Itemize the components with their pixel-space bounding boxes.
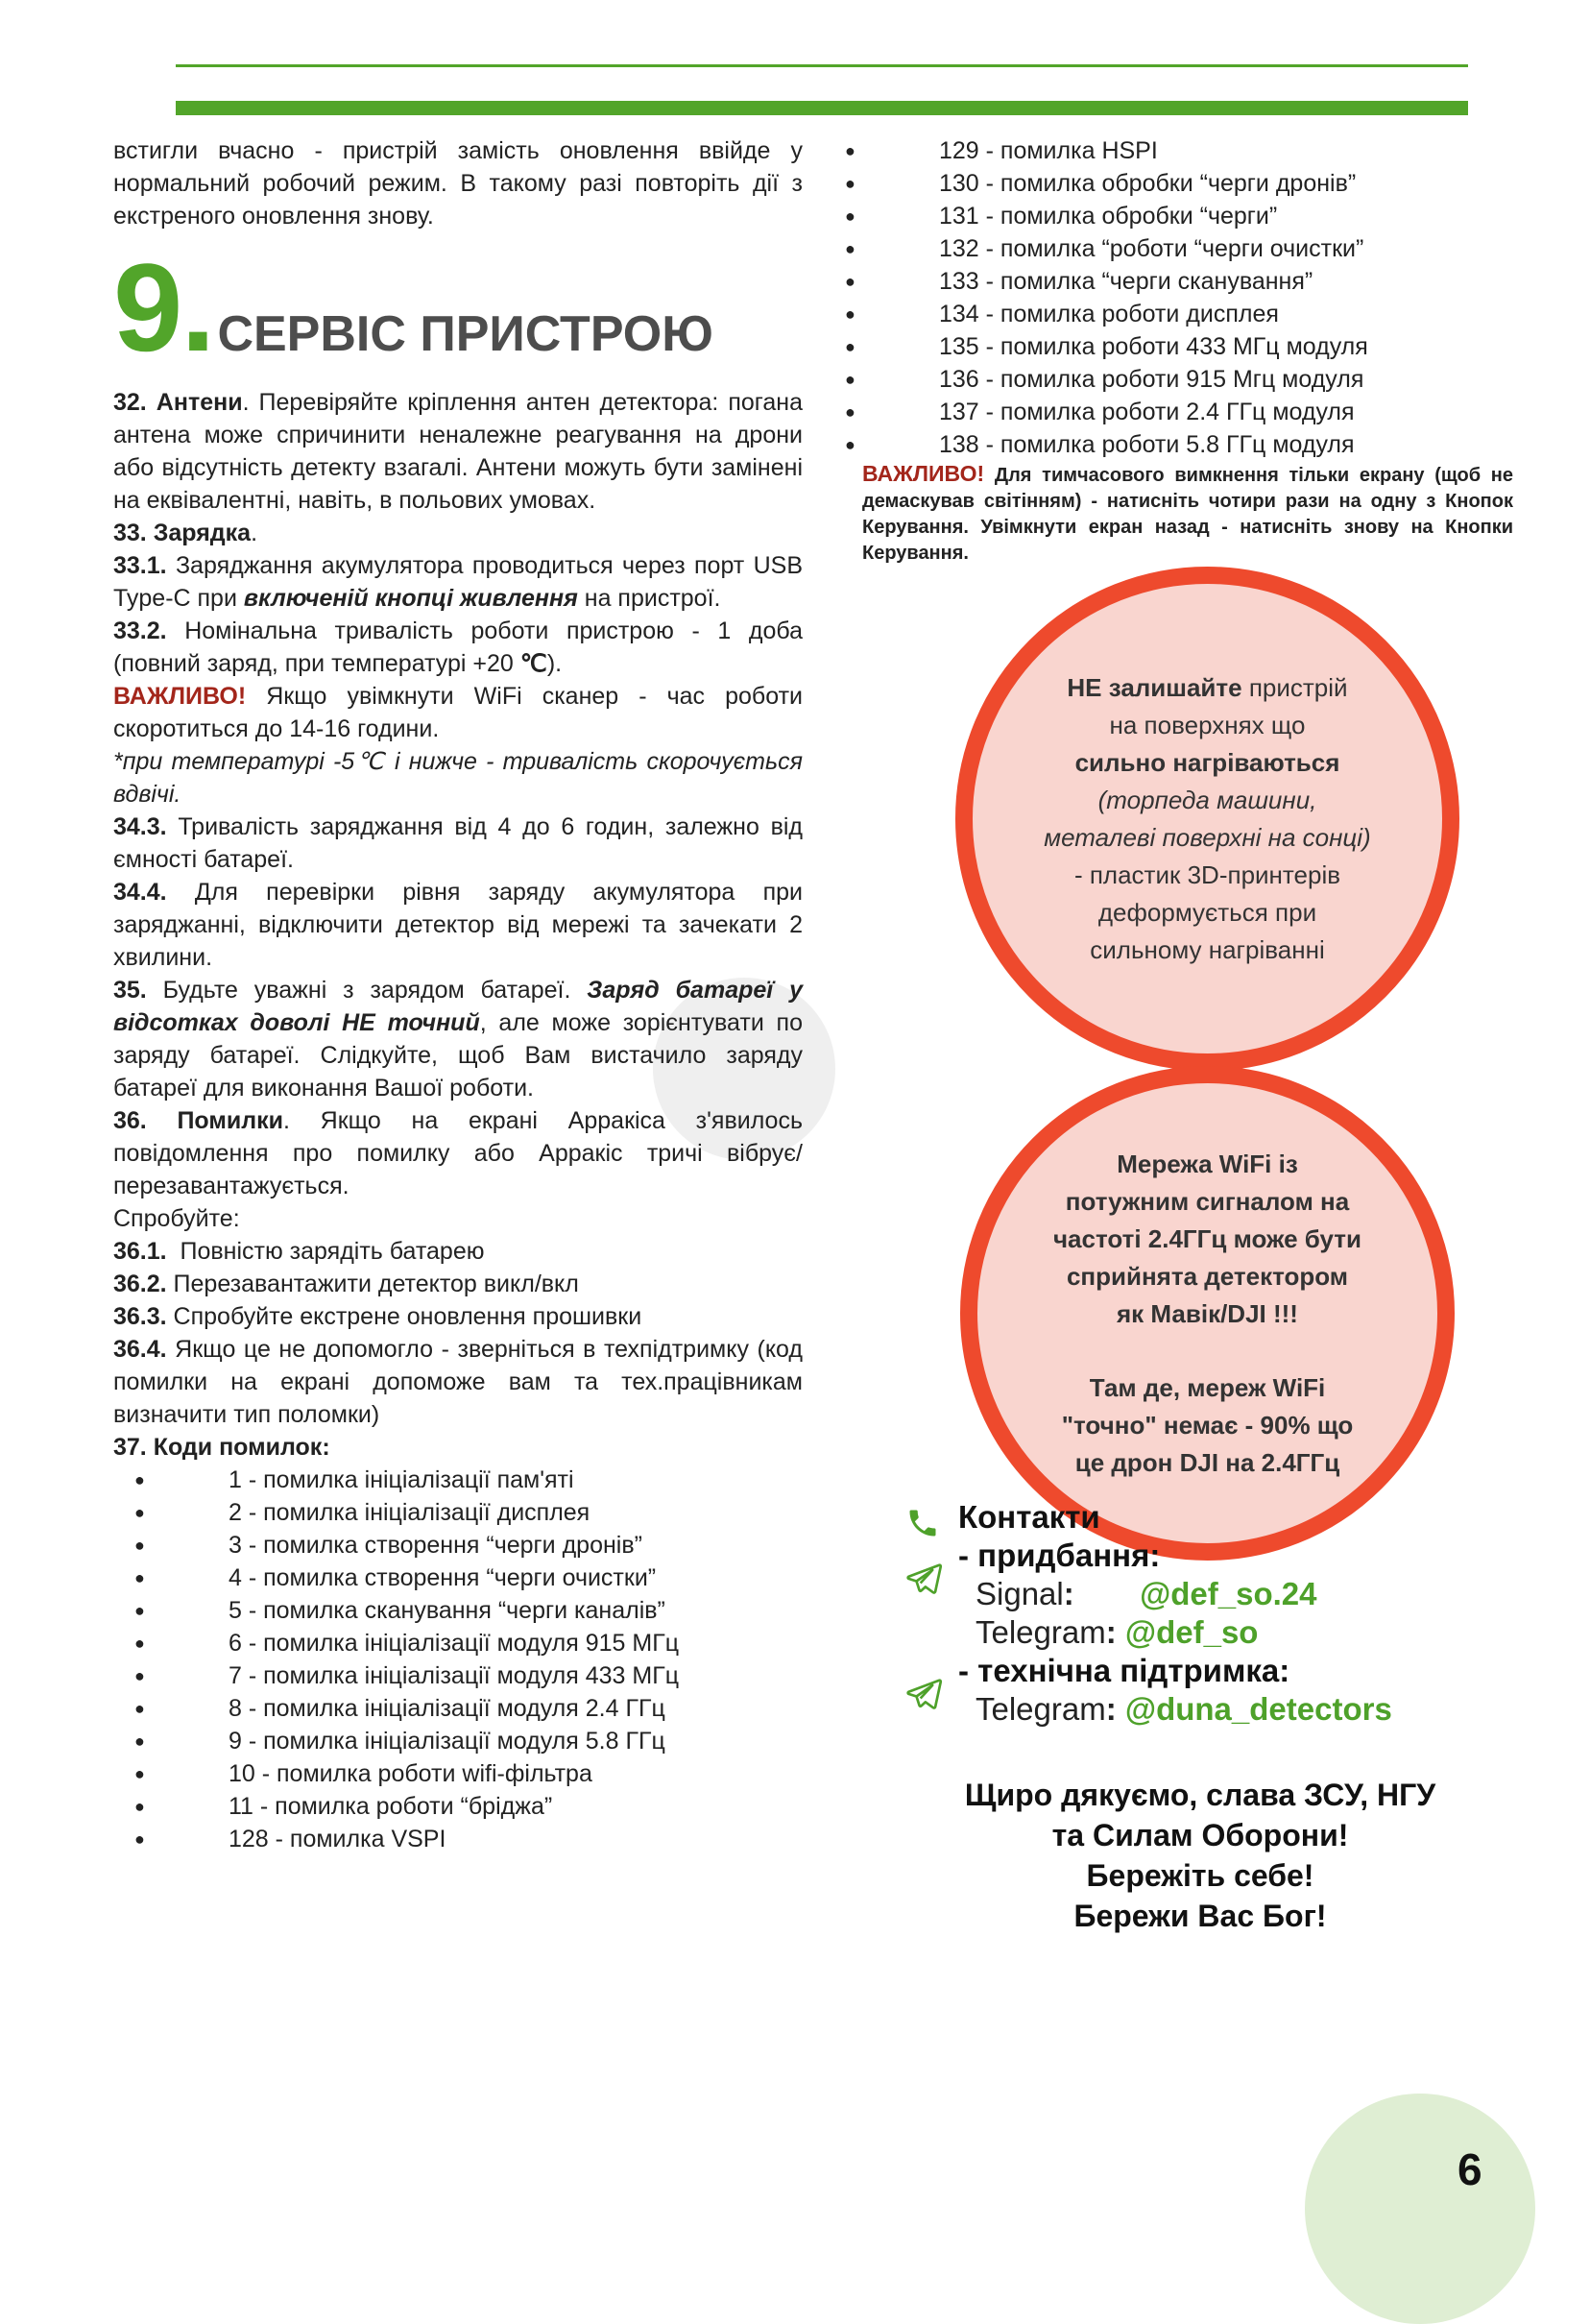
wifi-line-4: сприйнята детектором <box>1066 1261 1349 1291</box>
para-33-1-num: 33.1. <box>113 552 167 579</box>
heat-line-4: (торпеда машини, <box>1097 785 1317 814</box>
heat-line-2: на поверхнях що <box>1109 710 1306 739</box>
list-item: ● 136 - помилка роботи 915 Мгц модуля <box>835 363 1507 396</box>
para-35-text: Будьте уважні з зарядом батареї. <box>146 977 588 1004</box>
para-37 <box>113 1431 803 1464</box>
thanks-block <box>864 1775 1536 1936</box>
para-36-3-num: 36.3. <box>113 1303 167 1330</box>
try-label: Спробуйте: <box>113 1205 240 1232</box>
left-column-body <box>113 386 803 1855</box>
section-heading <box>113 237 713 377</box>
para-36-4-text: Якщо це не допомогло - зверніться в техпідтримку (код помилки на екрані допоможе вам та тех.працівникам визначити тип поломки) <box>113 1336 803 1428</box>
wifi-line-8: це дрон DJI на 2.4ГГц <box>1074 1447 1340 1477</box>
para-35-num: 35. <box>113 977 147 1004</box>
wifi-line-7: "точно" немає - 90% що <box>1061 1410 1354 1440</box>
contacts-purchase-label: - придбання: <box>958 1537 1161 1573</box>
list-item: ● 6 - помилка ініціалізації модуля 915 МГц <box>113 1627 803 1659</box>
list-item: ● 3 - помилка створення “черги дронів” <box>113 1529 803 1561</box>
warning-screen-label: ВАЖЛИВО! <box>862 461 985 486</box>
heat-line-6: - пластик 3D-принтерів <box>1073 859 1341 889</box>
header-rule-thick <box>176 101 1468 115</box>
para-36-3 <box>113 1300 803 1333</box>
wifi-warning-circle <box>960 1066 1455 1561</box>
list-item: ● 137 - помилка роботи 2.4 ГГц модуля <box>835 396 1507 428</box>
section-dot: . <box>181 237 216 377</box>
wifi-line-1: Мережа WiFi із <box>1117 1149 1298 1178</box>
para-34-4 <box>113 876 803 974</box>
para-36-2-num: 36.2. <box>113 1271 167 1297</box>
para-33-1-tail: на пристрої. <box>577 585 721 612</box>
para-36-2 <box>113 1268 803 1300</box>
note-temp-unit: ℃ <box>354 748 386 775</box>
right-column-errors <box>835 134 1507 461</box>
note-temp-pre: *при температурі -5 <box>113 748 355 775</box>
para-34-3 <box>113 811 803 876</box>
para-35 <box>113 974 803 1104</box>
para-32-num: 32. Антени <box>113 389 243 416</box>
contacts-support-row <box>903 1652 1517 1690</box>
page-number-badge <box>1305 2094 1535 2324</box>
list-item: ● 134 - помилка роботи дисплея <box>835 298 1507 330</box>
wifi-line-5: як Мавік/DJI !!! <box>1117 1298 1298 1328</box>
thanks-line-3: Бережіть себе! <box>1086 1858 1314 1893</box>
list-item: ● 9 - помилка ініціалізації модуля 5.8 ГГц <box>113 1725 803 1757</box>
contacts-support-label: - технічна підтримка: <box>958 1653 1290 1688</box>
warning-screen-text: Для тимчасового вимкнення тільки екрану (щоб не демаскував світінням) - натисніть чотири рази на одну з Кнопок Керування. Увімкнути екран назад - натисніть знову на Кнопки Керування. <box>862 465 1513 564</box>
para-33-1-bold: включеній кнопці живлення <box>243 585 578 612</box>
para-36-4-num: 36.4. <box>113 1336 167 1363</box>
note-temp-post: і нижче - тривалість скорочується вдвічі. <box>113 748 803 808</box>
page-number: 6 <box>1458 2144 1482 2194</box>
list-item: ● 2 - помилка ініціалізації дисплея <box>113 1496 803 1529</box>
wifi-line-3: частоті 2.4ГГц може бути <box>1052 1223 1362 1253</box>
list-item: ● 10 - помилка роботи wifi-фільтра <box>113 1757 803 1790</box>
wifi-line-2: потужним сигналом на <box>1065 1186 1350 1216</box>
contacts-support-telegram-row <box>903 1690 1517 1729</box>
para-33-num: 33. Зарядка <box>113 520 252 546</box>
warning-text: Якщо увімкнути WiFi сканер - час роботи скоротиться до 14-16 години. <box>113 683 803 742</box>
list-item: ● 133 - помилка “черги сканування” <box>835 265 1507 298</box>
para-36 <box>113 1104 803 1202</box>
para-33-2-num: 33.2. <box>113 617 167 644</box>
list-item: ● 4 - помилка створення “черги очистки” <box>113 1561 803 1594</box>
contacts-purchase-row <box>903 1537 1517 1575</box>
list-item: ● 5 - помилка сканування “черги каналів” <box>113 1594 803 1627</box>
thanks-line-4: Бережи Вас Бог! <box>1073 1899 1327 1933</box>
heat-warning-circle <box>955 567 1459 1071</box>
para-33-text: . <box>251 520 258 546</box>
para-36-2-text: Перезавантажити детектор викл/вкл <box>166 1271 579 1297</box>
contacts-signal-row <box>903 1575 1517 1613</box>
list-item: ● 132 - помилка “роботи “черги очистки” <box>835 232 1507 265</box>
error-codes-list-left <box>113 1464 803 1855</box>
section-number: 9 <box>113 237 181 377</box>
support-colon: : <box>1105 1691 1117 1727</box>
support-telegram-label: Telegram <box>976 1691 1106 1727</box>
list-item: ● 1 - помилка ініціалізації пам'яті <box>113 1464 803 1496</box>
signal-handle-link[interactable]: @def_so.24 <box>1140 1576 1317 1611</box>
signal-label: Signal <box>976 1576 1064 1611</box>
warning-screen-off <box>862 461 1513 567</box>
list-item: ● 131 - помилка обробки “черги” <box>835 200 1507 232</box>
list-item: ● 8 - помилка ініціалізації модуля 2.4 ГГц <box>113 1692 803 1725</box>
contacts-block <box>903 1498 1517 1729</box>
warning-label: ВАЖЛИВО! <box>113 683 247 710</box>
list-item: ● 138 - помилка роботи 5.8 ГГц модуля <box>835 428 1507 461</box>
para-33-2 <box>113 615 803 680</box>
telegram-colon: : <box>1105 1614 1117 1650</box>
support-handle-link[interactable]: @duna_detectors <box>1124 1691 1392 1727</box>
contacts-title: Контакти <box>958 1499 1100 1535</box>
note-temperature <box>113 745 803 811</box>
para-36-num: 36. Помилки <box>113 1107 283 1134</box>
para-33-2-text: Номінальна тривалість роботи пристрою - 1 доба (повний заряд, при температурі +20 <box>113 617 803 677</box>
para-33-2-unit: ℃ <box>519 650 547 677</box>
warning-wifi-scanner <box>113 680 803 745</box>
para-34-4-text: Для перевірки рівня заряду акумулятора при заряджанні, відключити детектор від мережі та зачекати 2 хвилини. <box>113 879 803 971</box>
heat-line-3: сильно нагріваються <box>1074 747 1340 777</box>
heat-line-8: сильному нагріванні <box>1090 934 1325 964</box>
heat-line-5: металеві поверхні на сонці) <box>1044 822 1371 852</box>
heat-line-1-bold: НЕ залишайте <box>1067 672 1242 702</box>
list-item: ● 129 - помилка HSPI <box>835 134 1507 167</box>
para-35-tail: , але може зорієнтувати по заряду батареї. Слідкуйте, щоб Вам вистачило заряду батареї для виконання Вашої роботи. <box>113 1009 803 1101</box>
para-36-4 <box>113 1333 803 1431</box>
para-35-bold: Заряд батареї у відсотках доволі НЕ точний <box>113 977 803 1036</box>
para-37-num: 37. Коди помилок: <box>113 1434 330 1461</box>
intro-paragraph: встигли вчасно - пристрій замість оновлення ввійде у нормальний робочий режим. В такому разі повторіть дії з екстреного оновлення знову. <box>113 137 803 230</box>
para-34-3-num: 34.3. <box>113 813 167 840</box>
header-rule-thin <box>176 64 1468 67</box>
list-item: ● 128 - помилка VSPI <box>113 1823 803 1855</box>
heat-line-1-rest: пристрій <box>1241 672 1348 702</box>
para-36-1 <box>113 1235 803 1268</box>
telegram-handle-link[interactable]: @def_so <box>1124 1614 1259 1650</box>
para-34-3-text: Тривалість заряджання від 4 до 6 годин, залежно від ємності батареї. <box>113 813 803 873</box>
left-column-intro <box>113 134 803 232</box>
section-title: СЕРВІС ПРИСТРОЮ <box>217 306 713 362</box>
error-codes-list-right <box>835 134 1507 461</box>
para-36-3-text: Спробуйте екстрене оновлення прошивки <box>166 1303 642 1330</box>
wifi-line-6: Там де, мереж WiFi <box>1089 1372 1326 1402</box>
signal-colon: : <box>1063 1576 1074 1611</box>
para-33-1 <box>113 549 803 615</box>
para-32-text: . Перевіряйте кріплення антен детектора: погана антена може спричинити неналежне реагування на дрони або відсутність детекту взагалі. Антени можуть бути замінені на еквівалентні, навіть, в польових умовах. <box>113 389 803 514</box>
list-item: ● 7 - помилка ініціалізації модуля 433 МГц <box>113 1659 803 1692</box>
telegram-label: Telegram <box>976 1614 1106 1650</box>
thanks-line-2: та Силам Оборони! <box>1051 1818 1349 1852</box>
list-item: ● 11 - помилка роботи “бріджа” <box>113 1790 803 1823</box>
para-33-2-tail: ). <box>546 650 563 677</box>
heat-line-7: деформується при <box>1097 897 1317 927</box>
para-36-1-text: Повністю зарядіть батарею <box>166 1238 485 1265</box>
list-item: ● 135 - помилка роботи 433 МГц модуля <box>835 330 1507 363</box>
para-32 <box>113 386 803 517</box>
para-33-1-text: Заряджання акумулятора проводиться через порт USB Type-C при <box>113 552 803 612</box>
para-36-1-num: 36.1. <box>113 1238 167 1265</box>
contacts-title-row <box>903 1498 1517 1537</box>
para-36-text: . Якщо на екрані Арракіса з'явилось повідомлення про помилку або Арракіс тричі вібрує/перезавантажується. <box>113 1107 803 1199</box>
para-33 <box>113 517 803 549</box>
contacts-telegram-row <box>903 1613 1517 1652</box>
thanks-line-1: Щиро дякуємо, слава ЗСУ, НГУ <box>964 1778 1436 1812</box>
para-34-4-num: 34.4. <box>113 879 167 906</box>
list-item: ● 130 - помилка обробки “черги дронів” <box>835 167 1507 200</box>
heat-line-1 <box>1067 669 1347 707</box>
